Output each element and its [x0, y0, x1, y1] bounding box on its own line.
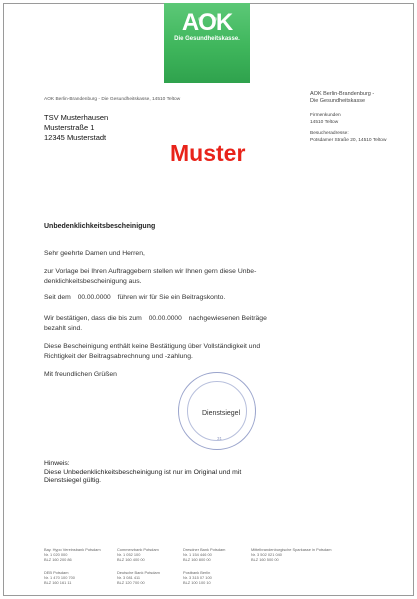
note-title: Hinweis:: [44, 460, 70, 467]
aok-logo: [164, 3, 250, 83]
paragraph-intro-line-1: zur Vorlage bei Ihren Auftraggebern stellen wir Ihnen gern diese Unbe-: [44, 268, 257, 275]
seal-label: Dienstsiegel: [202, 410, 241, 417]
confirm-suffix: nachgewiesenen Beiträge: [188, 315, 267, 322]
section-label: Firmenkunden: [310, 113, 341, 118]
confirm-date: 00.00.0000: [148, 315, 182, 322]
note: [44, 460, 241, 486]
salutation: Sehr geehrte Damen und Herren,: [44, 250, 145, 257]
seal-number: 31: [217, 436, 223, 441]
closing: Mit freundlichen Grüßen: [44, 371, 117, 378]
bank-code: BLZ 120 700 00: [117, 579, 145, 585]
bank-name: Commerzbank Potsdam: [117, 547, 159, 552]
bank-code: BLZ 160 400 00: [117, 556, 145, 562]
bank-name: Mittelbrandenburgische Sparkasse in Potsdam: [251, 547, 332, 552]
confirm-prefix: Wir bestätigen, dass die bis zum: [44, 315, 142, 322]
footer-bank-7: [183, 571, 212, 585]
watermark-muster: Muster: [170, 140, 246, 166]
sender-info: [310, 91, 386, 144]
bank-name: DEB Potsdam: [44, 570, 69, 575]
note-line-1: Diese Unbedenklichkeitsbescheinigung ist nur im Original und mit: [44, 468, 242, 476]
paragraph-confirmation: [44, 314, 267, 334]
bank-name: Deutsche Bank Potsdam: [117, 570, 160, 575]
paragraph-intro: [44, 267, 256, 287]
confirm-line-2: bezahlt sind.: [44, 325, 83, 332]
visit-label: Besucheradresse:: [310, 131, 349, 136]
footer-bank-6: [117, 571, 160, 585]
bank-code: BLZ 160 161 11: [44, 579, 72, 585]
bank-account: Nr. 1 052 100: [117, 551, 141, 557]
recipient-city: 12345 Musterstadt: [44, 133, 107, 142]
paragraph-intro-line-2: denklichkeitsbescheinigung aus.: [44, 278, 142, 285]
since-prefix: Seit dem: [44, 294, 71, 301]
bank-account: Nr. 1 020 000: [44, 551, 68, 557]
org-line-1: AOK Berlin-Brandenburg -: [310, 91, 375, 97]
paragraph-account-since: [44, 293, 225, 303]
bank-code: BLZ 160 800 00: [183, 556, 211, 562]
sender-line: AOK Berlin-Brandenburg - Die Gesundheitskasse, 14510 Teltow: [44, 97, 181, 102]
letter-subject: Unbedenklichkeitsbescheinigung: [44, 223, 156, 230]
note-line-2: Dienstsiegel gültig.: [44, 477, 102, 484]
bank-account: Nr. 1 470 100 700: [44, 574, 75, 580]
org-line-2: Die Gesundheitskasse: [310, 98, 366, 104]
footer-bank-2: [117, 548, 159, 562]
footer-bank-5: [44, 571, 75, 585]
recipient-address: [44, 113, 108, 143]
paragraph-disclaimer: [44, 342, 260, 362]
bank-code: BLZ 160 500 00: [251, 556, 279, 562]
logo-tagline: Die Gesundheitskasse.: [174, 36, 240, 42]
visit-value: Potsdamer Straße 20, 14510 Teltow: [310, 138, 387, 143]
bank-name: Bay. Hypo Vereinsbank Potsdam: [44, 547, 101, 552]
bank-name: Dresdner Bank Potsdam: [183, 547, 226, 552]
bank-account: Nr. 1 154 446 00: [183, 551, 212, 557]
bank-account: Nr. 3 315 07 100: [183, 574, 212, 580]
bank-account: Nr. 3 081 411: [117, 574, 141, 580]
bank-code: BLZ 160 200 86: [44, 556, 72, 562]
bank-code: BLZ 100 100 10: [183, 579, 211, 585]
bank-account: Nr. 3 502 021 040: [251, 551, 282, 557]
recipient-street: Musterstraße 1: [44, 123, 95, 132]
recipient-name: TSV Musterhausen: [44, 113, 109, 122]
footer-bank-4: [251, 548, 371, 562]
logo-brand: AOK: [181, 9, 233, 36]
bank-name: Postbank Berlin: [183, 570, 211, 575]
since-suffix: führen wir für Sie ein Beitragskonto.: [117, 294, 226, 301]
section-value: 14510 Teltow: [310, 120, 339, 125]
footer-bank-1: [44, 548, 101, 562]
since-date: 00.00.0000: [77, 294, 111, 301]
disclaimer-line-2: Richtigkeit der Beitragsabrechnung und -zahlung.: [44, 353, 193, 360]
footer-bank-3: [183, 548, 225, 562]
disclaimer-line-1: Diese Bescheinigung enthält keine Bestätigung über Vollständigkeit und: [44, 343, 261, 350]
